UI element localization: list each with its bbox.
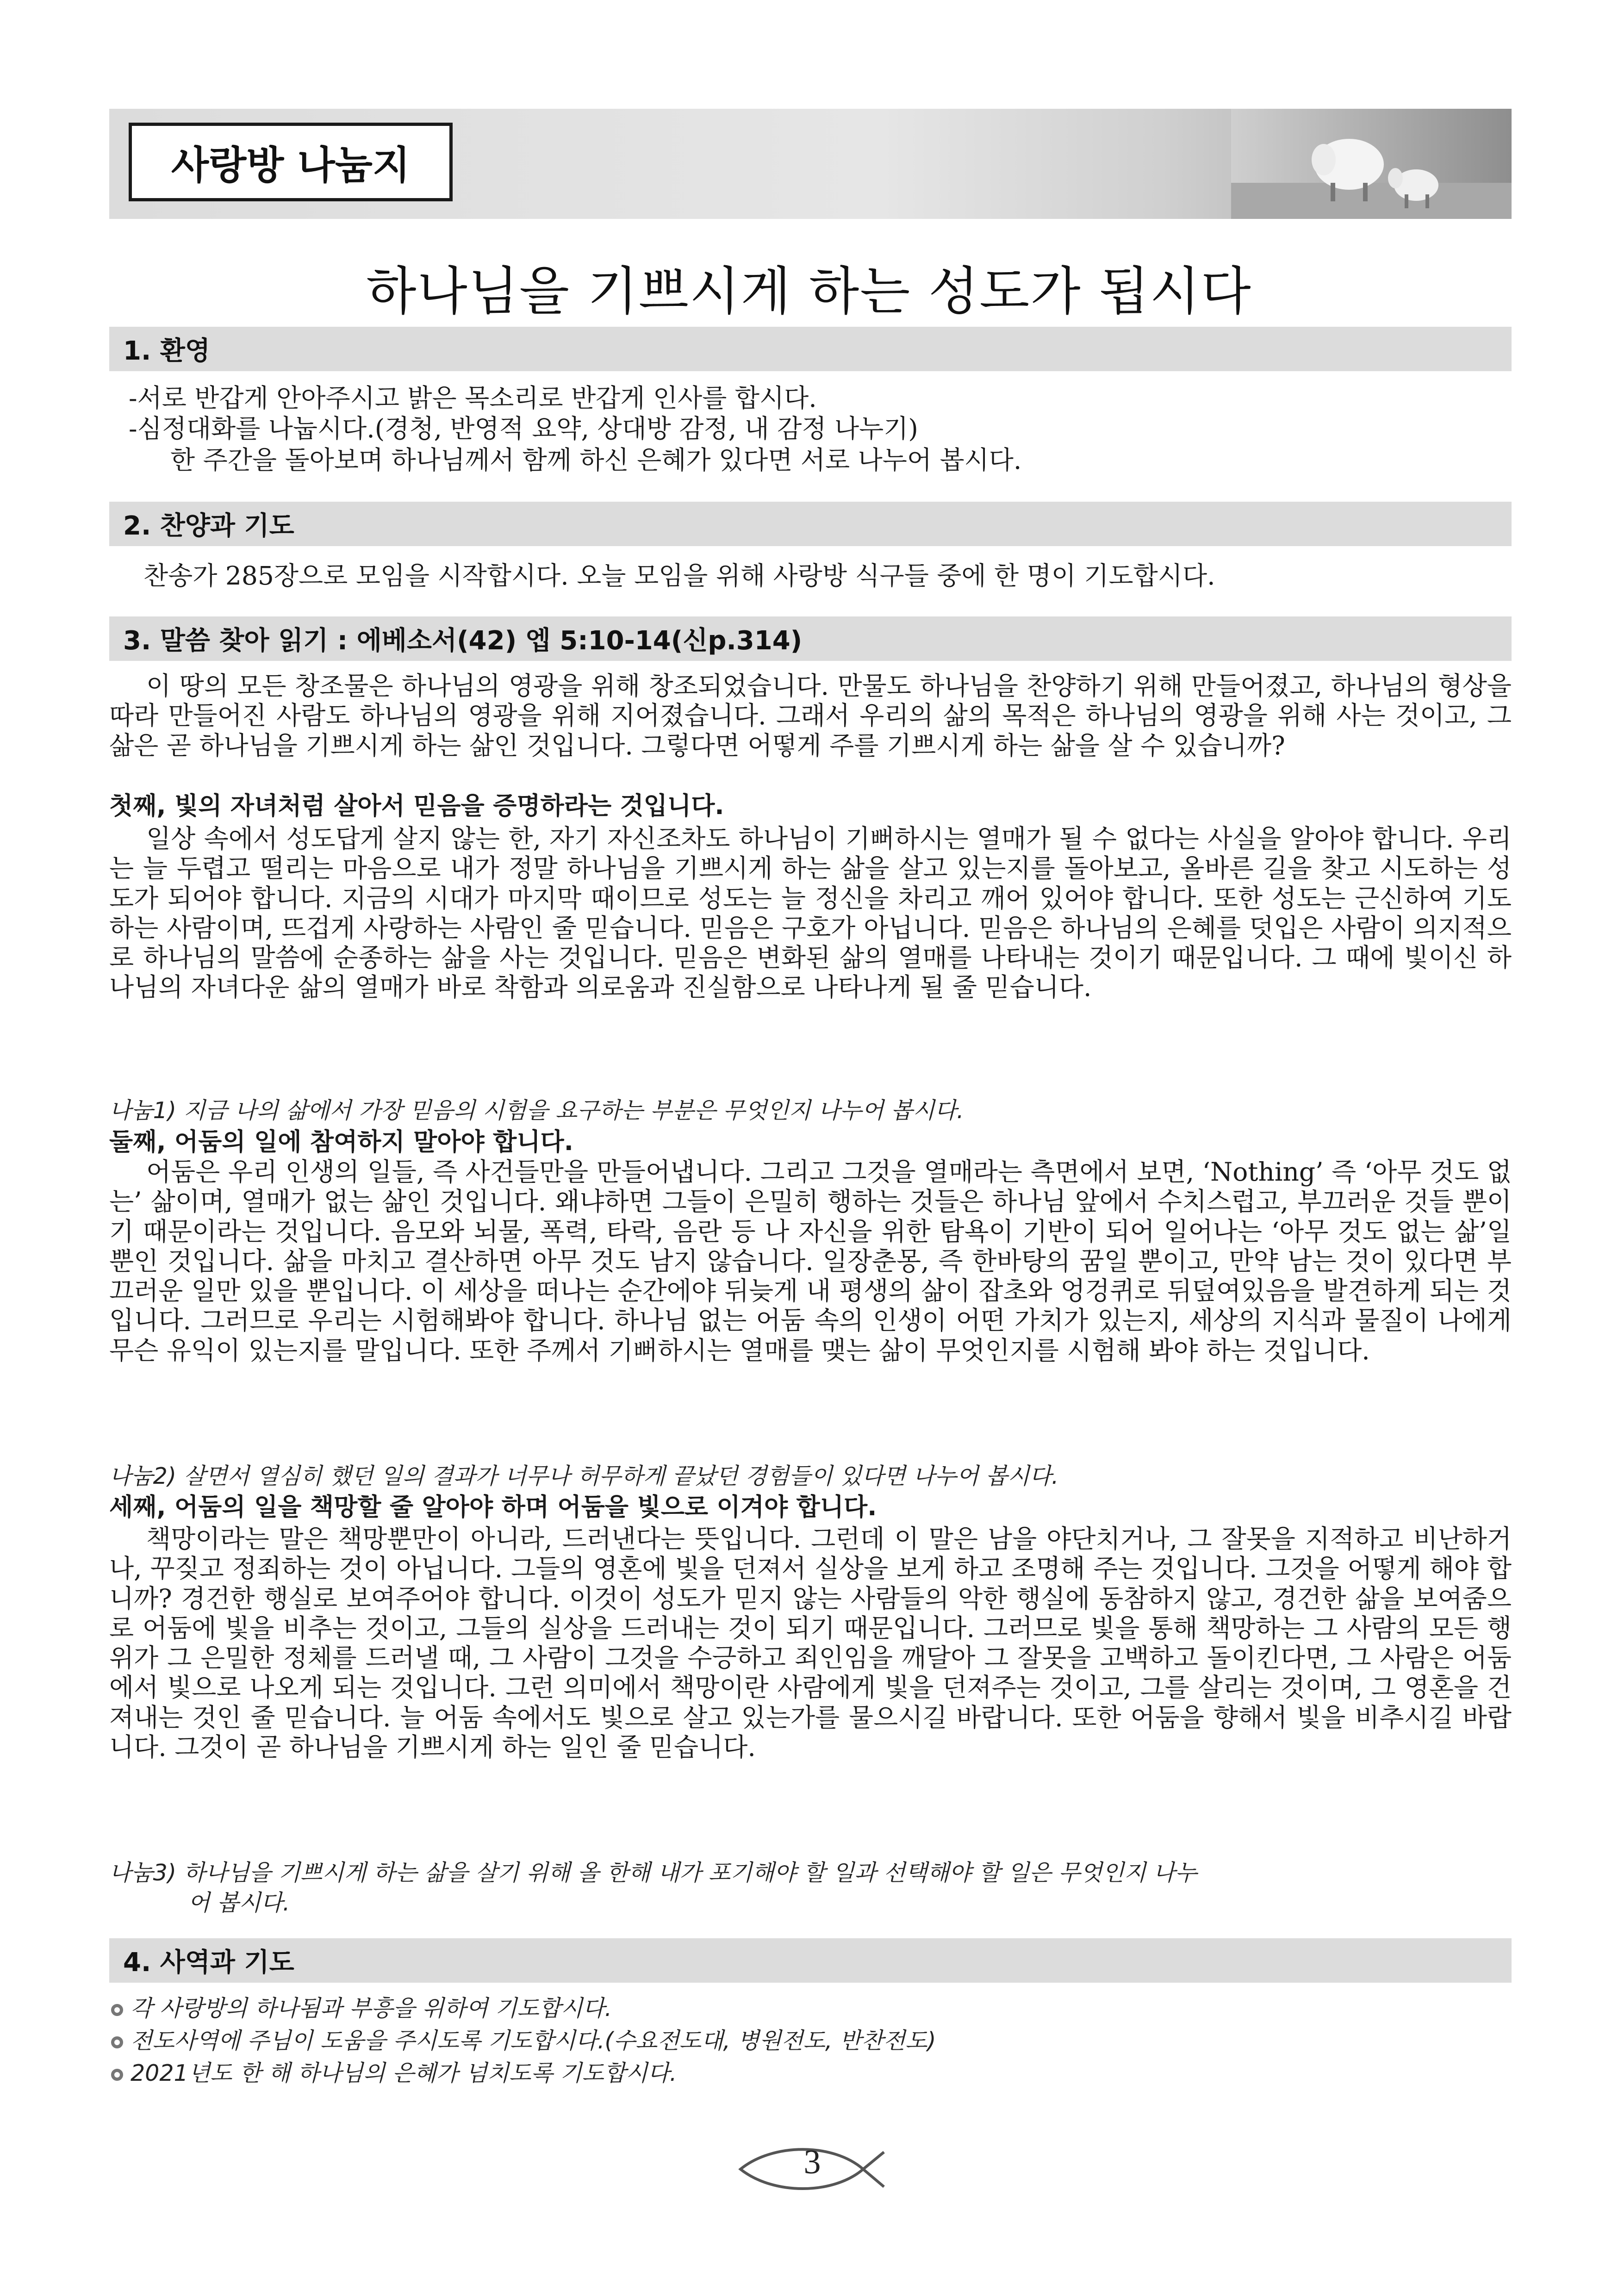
prayer-text: 각 사랑방의 하나됨과 부흥을 위하여 기도합시다. [131, 1995, 612, 2022]
prayer-text: 전도사역에 주님이 도움을 주시도록 기도합시다.(수요전도대, 병원전도, 반찬전도) [131, 2028, 936, 2054]
section-1-heading: 1. 환영 [109, 327, 1512, 371]
prayer-item [111, 2059, 1513, 2088]
main-title: 하나님을 기쁘시게 하는 성도가 됩시다 [366, 261, 1252, 322]
prayer-item [111, 2026, 1513, 2056]
prayer-item [111, 1994, 1513, 2023]
third-point-heading: 세째, 어둠의 일을 책망할 줄 알아야 하며 어둠을 빛으로 이겨야 합니다. [109, 1493, 877, 1521]
third-point-paragraph: 책망이라는 말은 책망뿐만이 아니라, 드러낸다는 뜻입니다. 그런데 이 말은 남을 야단치거나, 그 잘못을 지적하고 비난하거나, 꾸짖고 정죄하는 것이 아닙니다. 그들의 영혼에 빛을 던져서 실상을 보게 하고 조명해 주는 것입니다. 그것을 어떻게 해야 합니까? 경건한 행실로 보여주어야 합니다. 이것이 성도가 믿지 않는 사람들의 악한 행실에 동참하지 않고, 경건한 삶을 보여줌으로 어둠에 빛을 비추는 것이고, 그들의 실상을 드러내는 것이 되기 때문입니다. 그러므로 빛을 통해 책망하는 그 사람의 모든 행위가 그 은밀한 정체를 드러낼 때, 그 사람이 그것을 수긍하고 죄인임을 깨달아 그 잘못을 고백하고 돌이킨다면, 그 사람은 어둠에서 빛으로 나오게 되는 것입니다. 그런 의미에서 책망이란 사람에게 빛을 던져주는 것이고, 그를 살리는 것이며, 그 영혼을 건져내는 것인 줄 믿습니다. 늘 어둠 속에서도 빛으로 살고 있는가를 물으시길 바랍니다. 또한 어둠을 향해서 빛을 비추시길 바랍니다. 그것이 곧 하나님을 기쁘시게 하는 일인 줄 믿습니다. [109, 1524, 1512, 1762]
section-2-heading: 2. 찬양과 기도 [109, 502, 1512, 546]
page-number: 3 [803, 2143, 821, 2181]
first-point-paragraph: 일상 속에서 성도답게 살지 않는 한, 자기 자신조차도 하나님이 기뻐하시는 열매가 될 수 없다는 사실을 알아야 합니다. 우리는 늘 두렵고 떨리는 마음으로 내가 정말 하나님을 기쁘시게 하는 삶을 살고 있는지를 돌아보고, 올바른 길을 찾고 시도하는 성도가 되어야 합니다. 지금의 시대가 마지막 때이므로 성도는 늘 정신을 차리고 깨어 있어야 합니다. 또한 성도는 근신하여 기도하는 사람이며, 뜨겁게 사랑하는 사람인 줄 믿습니다. 믿음은 구호가 아닙니다. 믿음은 하나님의 은혜를 덧입은 사람이 의지적으로 하나님의 말씀에 순종하는 삶을 사는 것입니다. 믿음은 변화된 삶의 열매를 나타내는 것이기 때문입니다. 그 때에 빛이신 하나님의 자녀다운 삶의 열매가 바로 착함과 의로움과 진실함으로 나타나게 될 줄 믿습니다. [109, 824, 1512, 1002]
bullet-icon [111, 2036, 123, 2048]
page-header-title: 사랑방 나눔지 [129, 123, 453, 201]
sharing-question-3: 나눔3) 하나님을 기쁘시게 하는 삶을 살기 위해 올 한해 내가 포기해야 할 일과 선택해야 할 일은 무엇인지 나누 [109, 1860, 1197, 1886]
welcome-line-3: 한 주간을 돌아보며 하나님께서 함께 하신 은혜가 있다면 서로 나누어 봅시다. [170, 445, 1022, 475]
sharing-question-3-cont: 어 봅시다. [188, 1890, 290, 1916]
section-3-heading: 3. 말씀 찾아 읽기 : 에베소서(42) 엡 5:10-14(신p.314) [109, 616, 1512, 661]
bullet-icon [111, 2004, 123, 2016]
welcome-line-1: -서로 반갑게 안아주시고 밝은 목소리로 반갑게 인사를 합시다. [129, 383, 817, 413]
bullet-icon [111, 2069, 123, 2081]
first-point-heading: 첫째, 빛의 자녀처럼 살아서 믿음을 증명하라는 것입니다. [109, 792, 724, 820]
welcome-line-2: -심정대화를 나눕시다.(경청, 반영적 요약, 상대방 감정, 내 감정 나누기) [129, 414, 918, 443]
intro-paragraph: 이 땅의 모든 창조물은 하나님의 영광을 위해 창조되었습니다. 만물도 하나님을 찬양하기 위해 만들어졌고, 하나님의 형상을 따라 만들어진 사람도 하나님의 영광을 위해 지어졌습니다. 그래서 우리의 삶의 목적은 하나님의 영광을 위해 사는 것이고, 그 삶은 곧 하나님을 기쁘시게 하는 삶인 것입니다. 그렇다면 어떻게 주를 기쁘시게 하는 삶을 살 수 있습니까? [109, 671, 1512, 760]
praise-text: 찬송가 285장으로 모임을 시작합시다. 오늘 모임을 위해 사랑방 식구들 중에 한 명이 기도합시다. [143, 561, 1215, 591]
sharing-question-1: 나눔1) 지금 나의 삶에서 가장 믿음의 시험을 요구하는 부분은 무엇인지 나누어 봅시다. [109, 1097, 964, 1124]
second-point-paragraph: 어둠은 우리 인생의 일들, 즉 사건들만을 만들어냅니다. 그리고 그것을 열매라는 측면에서 보면, ‘Nothing’ 즉 ‘아무 것도 없는’ 삶이며, 열매가 없는 삶인 것입니다. 왜냐하면 그들이 은밀히 행하는 것들은 하나님 앞에서 수치스럽고, 부끄러운 것들 뿐이기 때문이라는 것입니다. 음모와 뇌물, 폭력, 타락, 음란 등 나 자신을 위한 탐욕이 기반이 되어 일어나는 ‘아무 것도 없는 삶’일 뿐인 것입니다. 삶을 마치고 결산하면 아무 것도 남지 않습니다. 일장춘몽, 즉 한바탕의 꿈일 뿐이고, 만약 남는 것이 있다면 부끄러운 일만 있을 뿐입니다. 이 세상을 떠나는 순간에야 뒤늦게 내 평생의 삶이 잡초와 엉겅퀴로 뒤덮여있음을 발견하게 되는 것입니다. 그러므로 우리는 시험해봐야 합니다. 하나님 없는 어둠 속의 인생이 어떤 가치가 있는지, 세상의 지식과 물질이 나에게 무슨 유익이 있는지를 말입니다. 또한 주께서 기뻐하시는 열매를 맺는 삶이 무엇인지를 시험해 봐야 하는 것입니다. [109, 1157, 1512, 1365]
section-4-heading: 4. 사역과 기도 [109, 1938, 1512, 1983]
second-point-heading: 둘째, 어둠의 일에 참여하지 말아야 합니다. [109, 1128, 573, 1156]
sharing-question-2: 나눔2) 살면서 열심히 했던 일의 결과가 너무나 허무하게 끝났던 경험들이 있다면 나누어 봅시다. [109, 1463, 1059, 1489]
prayer-text: 2021년도 한 해 하나님의 은혜가 넘치도록 기도합시다. [131, 2060, 677, 2086]
sheep-photo [1231, 109, 1512, 219]
